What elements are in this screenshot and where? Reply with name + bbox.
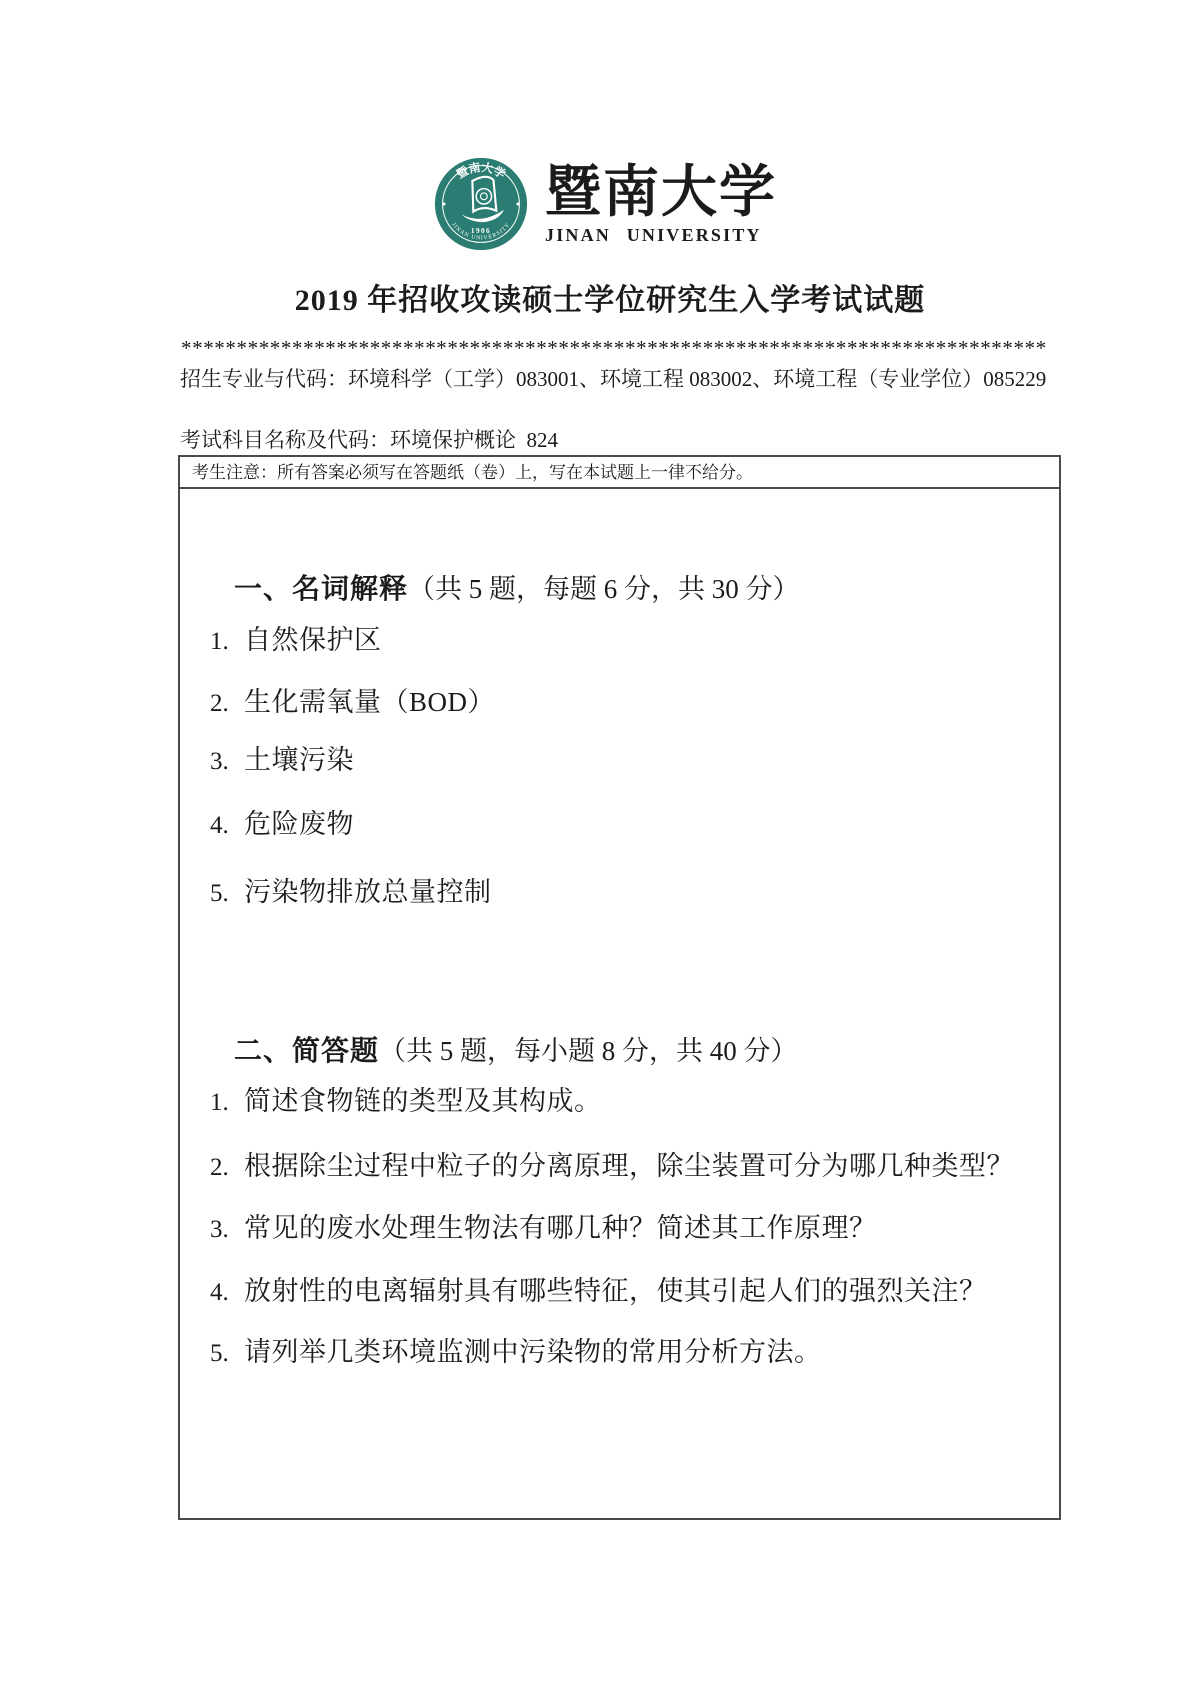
question-item <box>210 1151 1014 1183</box>
asterisk-separator: ****************************************************************************** <box>181 336 1047 360</box>
question-text: 根据除尘过程中粒子的分离原理，除尘装置可分为哪几种类型？ <box>244 1151 1014 1181</box>
question-text: 请列举几类环境监测中污染物的常用分析方法。 <box>244 1337 822 1367</box>
question-text: 生化需氧量（BOD） <box>244 687 496 717</box>
section-1-heading-bold: 一、名词解释 <box>234 572 409 605</box>
question-number: 1. <box>210 1089 229 1116</box>
question-number: 3. <box>210 1216 229 1243</box>
university-logo <box>433 156 777 256</box>
university-name-en: JINAN UNIVERSITY <box>545 225 762 245</box>
majors-codes-line: 招生专业与代码：环境科学（工学）083001、环境工程 083002、环境工程（专业学位）085229 <box>180 367 1047 391</box>
question-number: 3. <box>210 748 229 775</box>
question-item <box>210 877 492 909</box>
question-number: 4. <box>210 812 229 839</box>
question-text: 放射性的电离辐射具有哪些特征，使其引起人们的强烈关注？ <box>244 1276 987 1306</box>
question-item <box>210 809 354 841</box>
university-name-cn: 暨南大学 <box>545 159 777 225</box>
seal-year: 1906 <box>470 226 492 235</box>
question-number: 5. <box>210 880 229 907</box>
exam-title: 2019 年招收攻读硕士学位研究生入学考试试题 <box>294 284 926 317</box>
question-item <box>210 1213 877 1245</box>
question-number: 2. <box>210 1154 229 1181</box>
question-number: 4. <box>210 1279 229 1306</box>
question-text: 常见的废水处理生物法有哪几种？简述其工作原理？ <box>244 1213 877 1243</box>
question-text: 土壤污染 <box>244 745 354 775</box>
candidate-notice: 考生注意：所有答案必须写在答题纸（卷）上，写在本试题上一律不给分。 <box>180 457 1059 489</box>
section-1-heading <box>210 554 800 624</box>
section-2-heading-bold: 二、简答题 <box>234 1034 380 1067</box>
section-2-heading-note: （共 5 题，每小题 8 分，共 40 分） <box>379 1036 798 1066</box>
question-number: 1. <box>210 628 229 655</box>
question-item <box>210 625 382 657</box>
question-item <box>210 745 354 777</box>
question-number: 2. <box>210 690 229 717</box>
question-item <box>210 1276 987 1308</box>
question-item <box>210 1337 822 1369</box>
question-text: 污染物排放总量控制 <box>244 877 492 907</box>
question-text: 自然保护区 <box>244 625 382 655</box>
exam-body-box <box>178 455 1061 1520</box>
seal-top-text: 暨南大学 <box>454 161 508 182</box>
section-2-heading <box>210 1016 798 1086</box>
seal-bottom-text: JINAN UNIVERSITY <box>450 221 512 242</box>
question-text: 简述食物链的类型及其构成。 <box>244 1086 602 1116</box>
subject-code-line: 考试科目名称及代码：环境保护概论 824 <box>180 428 558 452</box>
question-text: 危险废物 <box>244 809 354 839</box>
question-item <box>210 1086 602 1118</box>
question-item <box>210 687 495 719</box>
question-number: 5. <box>210 1340 229 1367</box>
logo-wordmark <box>545 159 777 245</box>
section-1-heading-note: （共 5 题，每题 6 分，共 30 分） <box>408 574 800 604</box>
university-seal-icon <box>433 156 529 252</box>
